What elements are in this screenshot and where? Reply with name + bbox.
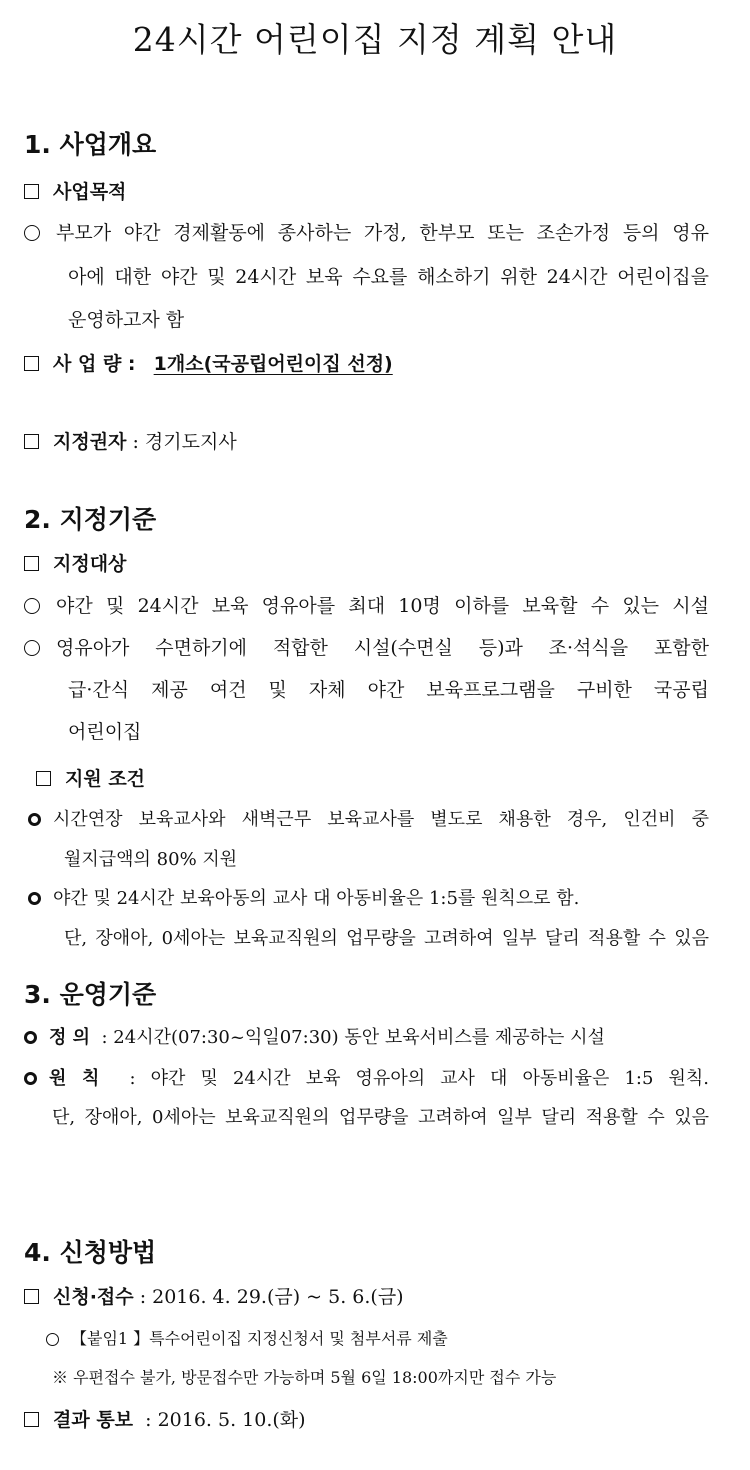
authority-value: : 경기도지사	[132, 431, 237, 453]
principle-text: : 야간 및 24시간 보육 영유아의 교사 대 아동비율은 1:5 원칙.	[129, 1068, 709, 1089]
purpose-row	[24, 177, 126, 204]
circle-bullet-icon	[24, 225, 40, 241]
apply-value: : 2016. 4. 29.(금) ~ 5. 6.(금)	[139, 1286, 404, 1308]
support-line-4: 단, 장애아, 0세아는 보육교직원의 업무량을 고려하여 일부 달리 적용할 수 있음	[64, 928, 709, 949]
checkbox-square-icon	[24, 434, 39, 449]
purpose-line-1: 부모가 야간 경제활동에 종사하는 가정, 한부모 또는 조손가정 등의 영유	[24, 218, 709, 245]
apply-label: 신청·접수	[53, 1286, 134, 1308]
principle-label: 원 칙	[49, 1068, 100, 1089]
note-row: ※ 우편접수 불가, 방문접수만 가능하며 5월 6일 18:00까지만 접수 가능	[52, 1368, 557, 1387]
purpose-label: 사업목적	[53, 181, 127, 203]
ring-bullet-icon	[24, 1031, 37, 1044]
apply-row	[24, 1282, 404, 1309]
target-line-3: 급·간식 제공 여건 및 자체 야간 보육프로그램을 구비한 국공립	[68, 679, 709, 701]
authority-row	[24, 427, 237, 454]
target-label: 지정대상	[53, 553, 127, 575]
support-line-1: 시간연장 보육교사와 새벽근무 보육교사를 별도로 채용한 경우, 인건비 중	[28, 805, 709, 831]
section-heading-operation: 3. 운영기준	[24, 980, 157, 1009]
page-title: 24시간 어린이집 지정 계획 안내	[132, 20, 618, 59]
definition-row	[24, 1023, 605, 1049]
checkbox-square-icon	[24, 356, 39, 371]
support-line-2: 월지급액의 80% 지원	[64, 849, 238, 870]
target-line-4: 어린이집	[68, 721, 142, 743]
circle-bullet-icon	[46, 1333, 59, 1346]
ring-bullet-icon	[24, 1072, 37, 1085]
principle-row	[24, 1064, 709, 1090]
ring-bullet-icon	[28, 892, 41, 905]
result-label: 결과 통보	[53, 1409, 134, 1431]
amount-label: 사 업 량 :	[53, 353, 136, 375]
attach-text: 【붙임1 】특수어린이집 지정신청서 및 첨부서류 제출	[71, 1329, 448, 1348]
circle-bullet-icon	[24, 598, 40, 614]
support-line-3: 야간 및 24시간 보육아동의 교사 대 아동비율은 1:5를 원칙으로 함.	[28, 884, 579, 910]
circle-bullet-icon	[24, 640, 40, 656]
checkbox-square-icon	[24, 556, 39, 571]
result-value: : 2016. 5. 10.(화)	[145, 1409, 306, 1431]
support-row	[36, 764, 145, 791]
amount-value: 1개소(국공립어린이집 선정)	[153, 353, 393, 375]
checkbox-square-icon	[24, 184, 39, 199]
ring-bullet-icon	[28, 813, 41, 826]
checkbox-square-icon	[24, 1412, 39, 1427]
checkbox-square-icon	[24, 1289, 39, 1304]
principle-line-2: 단, 장애아, 0세아는 보육교직원의 업무량을 고려하여 일부 달리 적용할 수 있음	[52, 1107, 709, 1128]
support-label: 지원 조건	[65, 768, 146, 790]
target-line-2: 영유아가 수면하기에 적합한 시설(수면실 등)과 조·석식을 포함한	[24, 633, 709, 660]
target-line-1: 야간 및 24시간 보육 영유아를 최대 10명 이하를 보육할 수 있는 시설	[24, 591, 709, 618]
purpose-line-2: 아에 대한 야간 및 24시간 보육 수요를 해소하기 위한 24시간 어린이집을	[68, 266, 709, 288]
section-heading-application: 4. 신청방법	[24, 1238, 157, 1267]
checkbox-square-icon	[36, 771, 51, 786]
amount-row	[24, 349, 393, 376]
result-row	[24, 1405, 306, 1432]
definition-label: 정 의	[49, 1027, 91, 1048]
section-heading-criteria: 2. 지정기준	[24, 505, 157, 534]
authority-label: 지정권자	[53, 431, 127, 453]
section-heading-overview: 1. 사업개요	[24, 130, 157, 159]
target-row	[24, 549, 126, 576]
attach-row	[46, 1326, 448, 1349]
definition-text: : 24시간(07:30~익일07:30) 동안 보육서비스를 제공하는 시설	[101, 1027, 605, 1048]
purpose-line-3: 운영하고자 함	[68, 309, 185, 331]
